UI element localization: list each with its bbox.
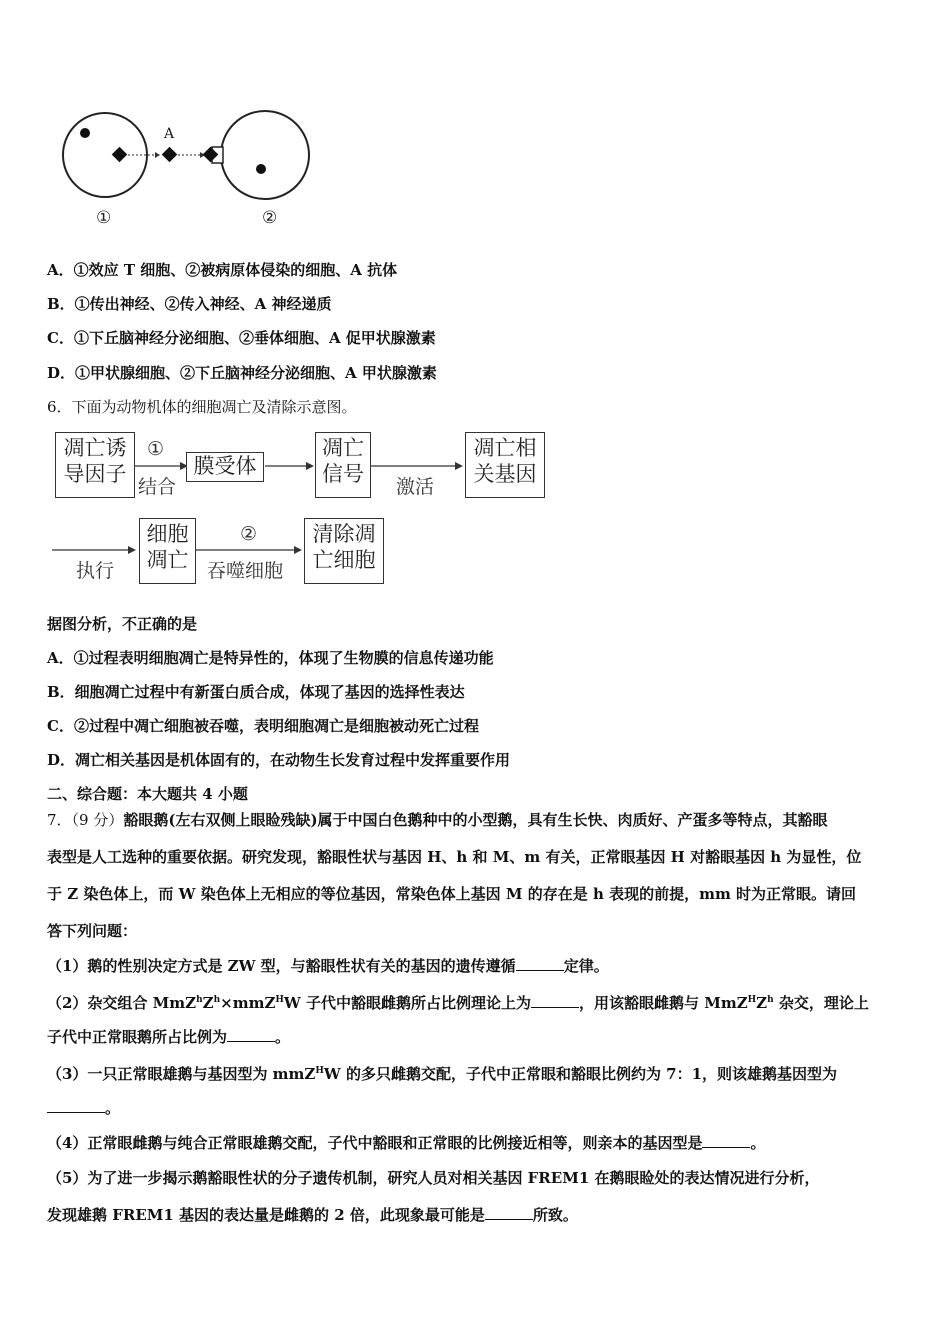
- flow-box3-line2: 信号: [322, 462, 364, 486]
- q7-intro-1: 豁眼鹅(左右双侧上眼睑残缺)属于中国白色鹅种中的小型鹅，具有生长快、肉质好、产蛋多等特点，其豁眼: [123, 811, 828, 829]
- q7-intro-line1: [47, 810, 828, 830]
- arrow-3-label: 激活: [396, 476, 435, 498]
- q6-prompt: 据图分析，不正确的是: [47, 615, 198, 633]
- q7-sub2-sup1: h: [196, 995, 203, 1005]
- q7-intro-line2: 表型是人工选种的重要依据。研究发现，豁眼性状与基因 H、h 和 M、m 有关，正常眼基因 H 对豁眼基因 h 为显性，位: [47, 848, 862, 866]
- flow-box-clear-apoptotic-cells: [304, 518, 384, 584]
- q7-sub4-text: （4）正常眼雌鹅与纯合正常眼雄鹅交配，子代中豁眼和正常眼的比例接近相等，则亲本的基因型是: [47, 1134, 703, 1152]
- q7-sub2-line1: [47, 990, 869, 1013]
- q7-sub5-line1: （5）为了进一步揭示鹅豁眼性状的分子遗传机制，研究人员对相关基因 FREM1 在鹅眼睑处的表达情况进行分析，: [47, 1169, 820, 1187]
- q7-sub2-a: （2）杂交组合 MmZ: [47, 994, 197, 1012]
- cell-1: [63, 113, 147, 197]
- flow-box4-line2: 关基因: [473, 462, 537, 486]
- flow-box-apoptosis-genes: [465, 432, 545, 498]
- q7-sub2-e: Z: [756, 994, 768, 1012]
- arrow-3-head: [455, 462, 463, 470]
- cell-signal-figure: [55, 108, 325, 233]
- cell-1-nucleus: [80, 128, 90, 138]
- q7-sub2-sup4: H: [747, 995, 757, 1005]
- q6-option-b[interactable]: B．细胞凋亡过程中有新蛋白质合成，体现了基因的选择性表达: [47, 683, 465, 701]
- q7-number: 7．（9 分）: [47, 811, 124, 829]
- label-1: ①: [96, 208, 112, 228]
- q6-stem: 6．下面为动物机体的细胞凋亡及清除示意图。: [47, 398, 357, 416]
- q7-sub4-blank[interactable]: [702, 1133, 750, 1148]
- q7-sub3-line2: [47, 1098, 120, 1118]
- q7-sub3-end: 。: [105, 1099, 121, 1117]
- flow-box6-line1: 清除凋: [312, 522, 376, 546]
- q7-sub2-blank1[interactable]: [531, 993, 579, 1008]
- q5-option-a[interactable]: A．①效应 T 细胞、②被病原体侵染的细胞、A 抗体: [47, 261, 398, 279]
- q7-intro-line4: 答下列问题：: [47, 922, 138, 940]
- flow-box1-line2: 导因子: [63, 462, 127, 486]
- q7-sub3-sup: H: [315, 1066, 324, 1076]
- q7-sub3-blank[interactable]: [47, 1098, 105, 1113]
- q7-sub2-f: 杂交，理论上: [773, 994, 869, 1012]
- q7-sub3-b: W 的多只雌鹅交配，子代中正常眼和豁眼比例约为 7：1，则该雄鹅基因型为: [323, 1065, 838, 1083]
- flow-box6-line2: 亡细胞: [312, 548, 376, 572]
- q7-sub2-sup5: h: [767, 995, 774, 1005]
- q5-option-c[interactable]: C．①下丘脑神经分泌细胞、②垂体细胞、A 促甲状腺激素: [47, 329, 436, 347]
- q7-sub4-end: 。: [750, 1134, 766, 1152]
- q7-sub2-z2: Z: [202, 994, 214, 1012]
- flow-box2-text: 膜受体: [193, 454, 257, 478]
- cell-2: [221, 111, 309, 199]
- q7-sub2-c: W 子代中豁眼雌鹅所占比例理论上为: [283, 994, 531, 1012]
- arrow-2-head: [306, 462, 314, 470]
- q7-sub1-blank[interactable]: [516, 956, 564, 971]
- label-a: A: [164, 126, 175, 142]
- arrow-5-head: [294, 546, 302, 554]
- q7-sub2-line2-text: 子代中正常眼鹅所占比例为: [47, 1028, 228, 1046]
- arrow-1-label-top: ①: [147, 438, 165, 460]
- q7-sub2-sup2: h: [213, 995, 221, 1005]
- section-2-heading: 二、综合题：本大题共 4 小题: [47, 785, 248, 803]
- arrow-4-head: [128, 546, 136, 554]
- q7-sub1: [47, 956, 609, 976]
- flow-box-apoptosis-signal: [315, 432, 371, 498]
- label-2: ②: [262, 208, 278, 228]
- arrow-4-label: 执行: [76, 560, 115, 582]
- q7-sub3-a: （3）一只正常眼雄鹅与基因型为 mmZ: [47, 1065, 316, 1083]
- flow-box4-line1: 凋亡相: [473, 436, 537, 460]
- q7-sub2-blank2[interactable]: [227, 1027, 275, 1042]
- arrow-1-label-bottom: 结合: [138, 476, 177, 498]
- arrow-5-label-top: ②: [240, 523, 258, 545]
- q7-sub2-b: ×mmZ: [220, 994, 276, 1012]
- q7-sub2-d: ，用该豁眼雌鹅与 MmZ: [579, 994, 748, 1012]
- q7-sub5-text: 发现雄鹅 FREM1 基因的表达量是雌鹅的 2 倍，此现象最可能是: [47, 1206, 485, 1224]
- q7-sub4: [47, 1133, 765, 1153]
- q6-option-a[interactable]: A．①过程表明细胞凋亡是特异性的，体现了生物膜的信息传递功能: [47, 649, 494, 667]
- q7-sub5-end: 所致。: [532, 1206, 578, 1224]
- q7-sub1-end: 定律。: [563, 957, 609, 975]
- flow-box3-line1: 凋亡: [322, 436, 364, 460]
- q7-sub1-text: （1）鹅的性别决定方式是 ZW 型，与豁眼性状有关的基因的遗传遵循: [47, 957, 516, 975]
- q6-option-c[interactable]: C．②过程中凋亡细胞被吞噬，表明细胞凋亡是细胞被动死亡过程: [47, 717, 479, 735]
- flow-box5-line1: 细胞: [146, 522, 189, 546]
- q7-sub5-line2: [47, 1205, 578, 1225]
- q6-option-d[interactable]: D．凋亡相关基因是机体固有的，在动物生长发育过程中发挥重要作用: [47, 751, 511, 769]
- flow-box5-line2: 凋亡: [146, 548, 189, 572]
- cell-2-nucleus: [256, 164, 266, 174]
- flow-box-cell-apoptosis: [139, 518, 196, 584]
- q5-option-d[interactable]: D．①甲状腺细胞、②下丘脑神经分泌细胞、A 甲状腺激素: [47, 364, 437, 382]
- flow-box-membrane-receptor: [186, 452, 264, 482]
- signal-molecule-a: [162, 147, 178, 163]
- q7-sub2-sup3: H: [275, 995, 284, 1005]
- q7-intro-line3: 于 Z 染色体上，而 W 染色体上无相应的等位基因，常染色体上基因 M 的存在是 h 表现的前提，mm 时为正常眼。请回: [47, 885, 857, 903]
- arrow-5-label-bottom: 吞噬细胞: [207, 560, 284, 582]
- arrowhead-1: [155, 152, 160, 158]
- q7-sub3-line1: [47, 1061, 837, 1084]
- q7-sub2-line2-end: 。: [275, 1028, 291, 1046]
- q5-option-b[interactable]: B．①传出神经、②传入神经、A 神经递质: [47, 295, 332, 313]
- signal-molecule-in-cell-1: [112, 147, 128, 163]
- q7-sub2-line2: [47, 1027, 290, 1047]
- flow-box1-line1: 凋亡诱: [63, 436, 127, 460]
- q7-sub5-blank[interactable]: [485, 1205, 533, 1220]
